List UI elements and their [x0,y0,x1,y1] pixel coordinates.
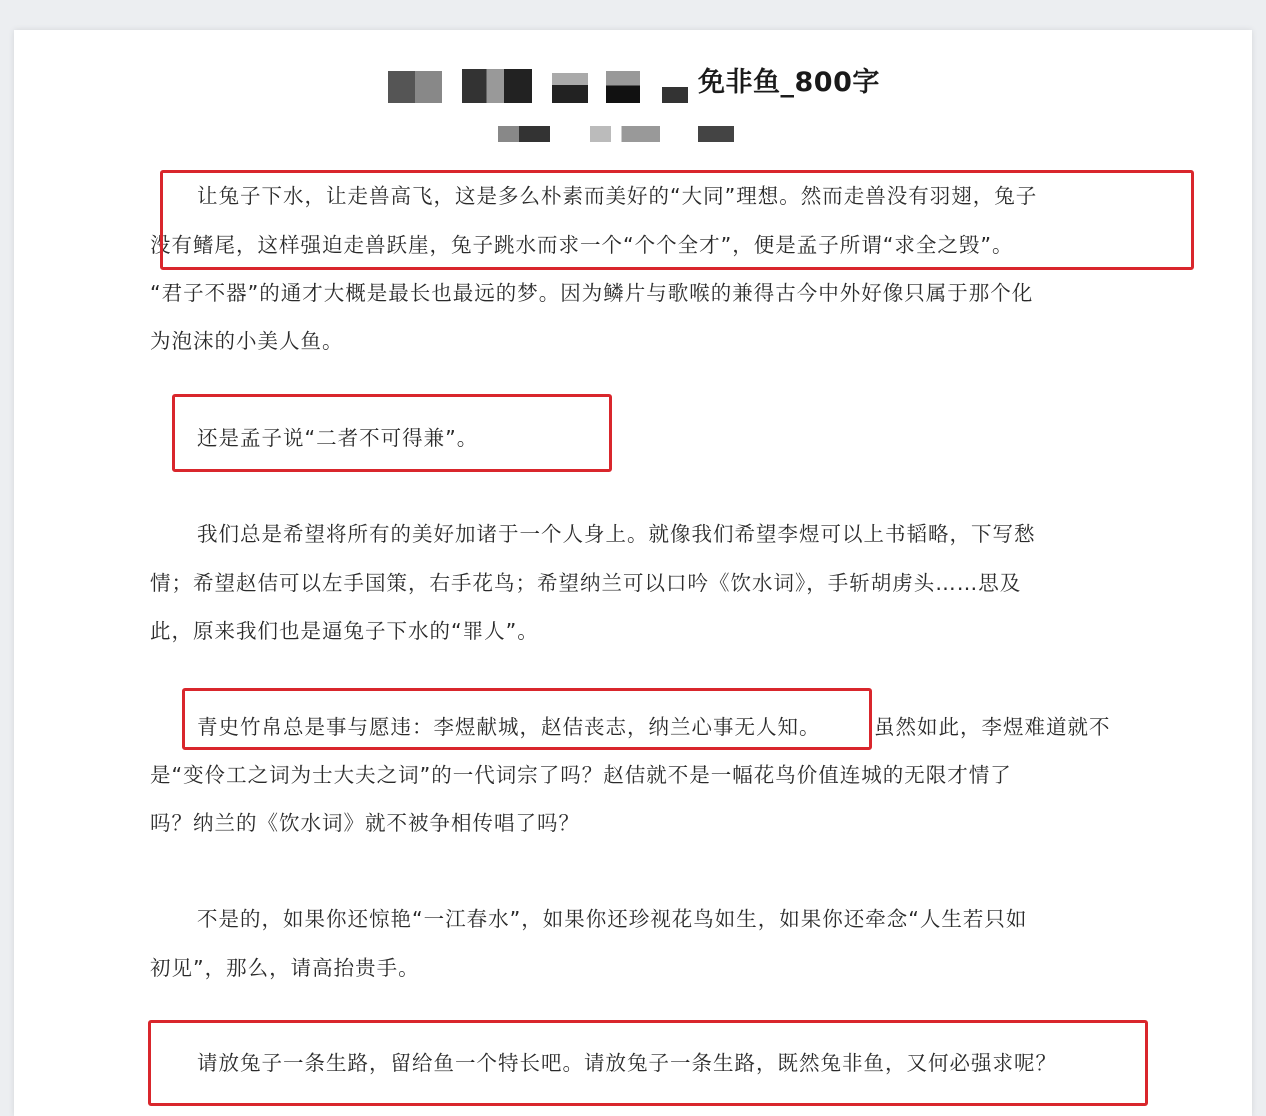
paragraph-6-line-1: 请放兔子一条生路，留给鱼一个特长吧。请放兔子一条生路，既然兔非鱼，又何必强求呢？ [197,1051,1057,1075]
paragraph-5-line-1: 不是的，如果你还惊艳“一江春水”，如果你还珍视花鸟如生，如果你还牵念“人生若只如 [197,907,1028,931]
paragraph-4-line-1-rest: 虽然如此，李煜难道就不 [874,715,1111,739]
document-title: 免非鱼_800字 [698,67,880,98]
title-row [0,63,1266,103]
paragraph-1-line-3: “君子不器”的通才大概是最长也最远的梦。因为鳞片与歌喉的兼得古今中外好像只属于那个化 [150,281,1034,305]
paragraph-4-line-2: 是“变伶工之词为士大夫之词”的一代词宗了吗？赵佶就不是一幅花鸟价值连城的无限才情了 [150,763,1012,787]
paragraph-1-line-4: 为泡沫的小美人鱼。 [150,329,344,353]
highlight-box [160,170,1194,270]
highlight-box [172,394,612,472]
redacted-mosaic [462,69,532,103]
redacted-subtitle [698,126,734,142]
paragraph-3-line-1: 我们总是希望将所有的美好加诸于一个人身上。就像我们希望李煜可以上书韬略，下写愁 [197,522,1036,546]
paragraph-1-line-2: 没有鳍尾，这样强迫走兽跃崖，兔子跳水而求一个“个个全才”，便是孟子所谓“求全之毁”。 [150,233,1014,257]
paragraph-4-line-3: 吗？纳兰的《饮水词》就不被争相传唱了吗？ [150,811,580,835]
paragraph-3-line-2: 情；希望赵佶可以左手国策，右手花鸟；希望纳兰可以口吟《饮水词》，手斩胡虏头……思及 [150,571,1022,595]
redacted-subtitle [590,126,660,142]
redacted-mosaic [606,71,640,103]
redacted-mosaic [388,71,442,103]
redacted-mosaic [552,73,588,103]
paragraph-3-line-3: 此，原来我们也是逼兔子下水的“罪人”。 [150,619,539,643]
paragraph-1-line-1: 让兔子下水，让走兽高飞，这是多么朴素而美好的“大同”理想。然而走兽没有羽翅，兔子 [197,184,1038,208]
highlight-box [182,688,872,750]
paragraph-4-boxed-text: 青史竹帛总是事与愿违：李煜献城，赵佶丧志，纳兰心事无人知。 [197,715,821,739]
redacted-subtitle [498,126,550,142]
paragraph-5-line-2: 初见”，那么，请高抬贵手。 [150,956,420,980]
highlight-box [148,1020,1148,1106]
paragraph-2-line-1: 还是孟子说“二者不可得兼”。 [197,426,479,450]
redacted-mosaic [662,87,688,103]
